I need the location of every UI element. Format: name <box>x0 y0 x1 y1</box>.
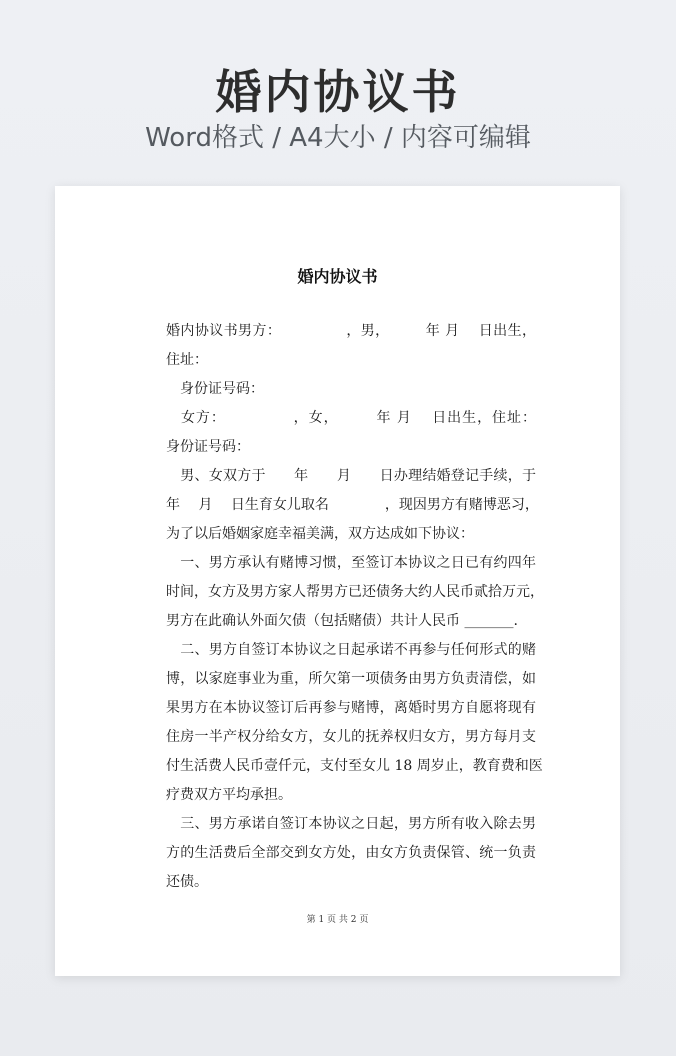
document-line: 女方： ，女， 年 月 日出生，住址： <box>166 410 536 426</box>
document-line: 博，以家庭事业为重，所欠第一项债务由男方负责清偿，如 <box>166 671 536 687</box>
document-line: 住房一半产权分给女方，女儿的抚养权归女方，男方每月支 <box>166 729 536 745</box>
document-line: 三、男方承诺自签订本协议之日起，男方所有收入除去男 <box>166 816 536 832</box>
document-line: 方的生活费后全部交到女方处，由女方负责保管、统一负责 <box>166 845 536 861</box>
document-line: 男、女双方于 年 月 日办理结婚登记手续，于 <box>166 468 536 484</box>
document-line: 时间，女方及男方家人帮男方已还债务大约人民币贰拾万元， <box>166 584 544 600</box>
promo-title: 婚内协议书 <box>215 65 461 119</box>
document-line: 一、男方承认有赌博习惯，至签订本协议之日已有约四年 <box>166 555 536 571</box>
document-line: 还债。 <box>166 874 208 890</box>
document-line: 疗费双方平均承担。 <box>166 787 292 803</box>
document-title: 婚内协议书 <box>297 267 378 286</box>
promo-subtitle: Word格式 / A4大小 / 内容可编辑 <box>145 123 531 153</box>
document-line: 二、男方自签订本协议之日起承诺不再参与任何形式的赌 <box>166 642 536 658</box>
document-line: 身份证号码： <box>166 439 250 455</box>
document-line: 为了以后婚姻家庭幸福美满，双方达成如下协议： <box>166 526 474 542</box>
document-line: 身份证号码： <box>166 381 264 397</box>
document-line: 年 月 日生育女儿取名 ，现因男方有赌博恶习， <box>166 497 539 513</box>
document-line: 果男方在本协议签订后再参与赌博，离婚时男方自愿将现有 <box>166 700 536 716</box>
document-line: 住址： <box>166 352 208 368</box>
document-line: 付生活费人民币壹仟元，支付至女儿 18 周岁止，教育费和医 <box>166 758 543 774</box>
page-number: 第 1 页 共 2 页 <box>306 915 369 925</box>
document-line: 男方在此确认外面欠债（包括赌债）共计人民币 _______. <box>166 613 518 629</box>
document-page <box>55 186 620 976</box>
document-line: 婚内协议书男方： ，男， 年 月 日出生， <box>166 323 536 339</box>
